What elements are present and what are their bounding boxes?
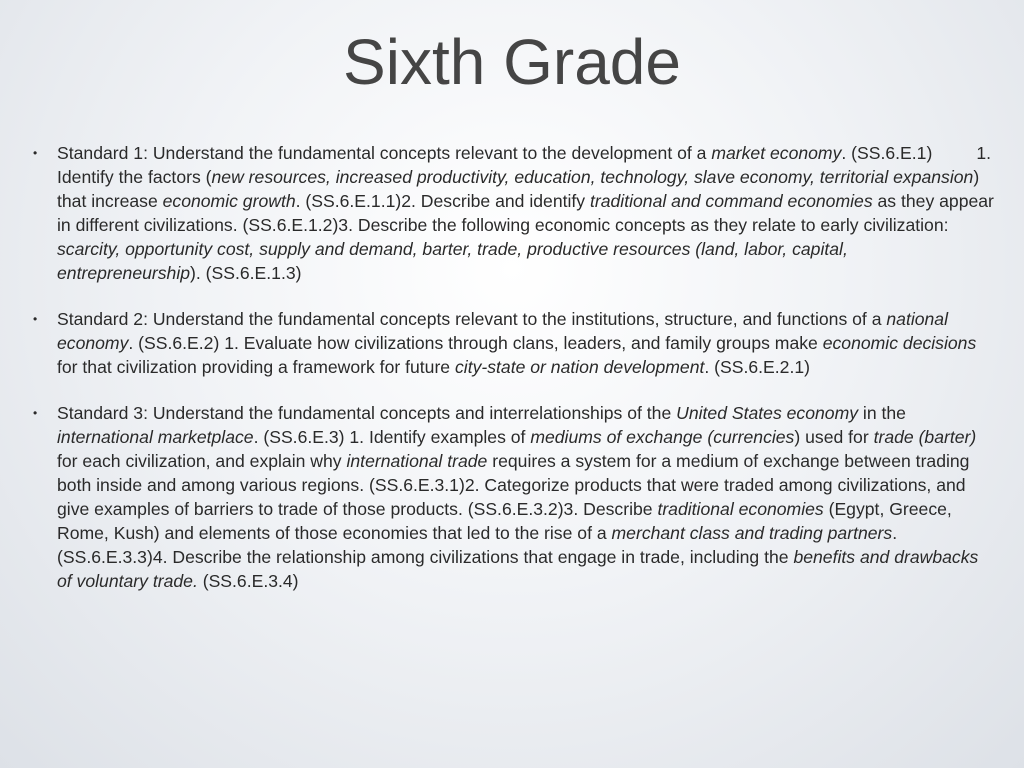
standard-text [57, 309, 976, 377]
italic-term: mediums of exchange (currencies [530, 427, 795, 447]
text-segment: for each civilization, and explain why [57, 451, 347, 471]
standard-2 [33, 307, 995, 379]
italic-term: scarcity, opportunity cost, supply and demand, barter, trade, productive resources (land, labor, capital, entrepreneurship [57, 239, 848, 283]
text-segment: 1. Identify the factors ( [57, 143, 991, 187]
text-segment: as they appear in different civilizations. (SS.6.E.1.2)3. Describe the following economic concepts as they relate to early civilization: [57, 191, 994, 235]
italic-term: national economy [57, 309, 949, 353]
italic-term: traditional economies [657, 499, 824, 519]
italic-term: economic decisions [822, 333, 977, 353]
text-segment: Standard 2: Understand the fundamental concepts relevant to the institutions, structure, and functions of a [57, 309, 887, 329]
text-segment: ). (SS.6.E.1.3) [190, 263, 302, 283]
standard-text [57, 403, 978, 591]
text-segment: requires a system for a medium of exchange between trading both inside and among various regions. (SS.6.E.3.1)2. Categorize products that were traded among civilizations, and give examples of barriers to trade of those products. (SS.6.E.3.2)3. Describe [57, 451, 970, 519]
italic-term: international trade [346, 451, 488, 471]
italic-term: international marketplace [57, 427, 254, 447]
text-segment: (Egypt, Greece, Rome, Kush) and elements of those economies that led to the rise of a [57, 499, 952, 543]
standards-list [33, 141, 995, 615]
text-segment: for that civilization providing a framework for future [57, 357, 455, 377]
slide-title: Sixth Grade [343, 26, 681, 98]
italic-term: United States economy [676, 403, 859, 423]
bullet-icon: • [33, 146, 38, 160]
italic-term: traditional and command economies [589, 191, 873, 211]
text-segment: . (SS.6.E.1) [841, 143, 933, 163]
standard-3 [33, 401, 995, 593]
italic-term: benefits and drawbacks of voluntary trade. [57, 547, 979, 591]
text-segment: . (SS.6.E.2.1) [704, 357, 810, 377]
text-segment: Standard 3: Understand the fundamental concepts and interrelationships of the [57, 403, 677, 423]
standard-text [57, 143, 994, 283]
text-segment: . (SS.6.E.1.1)2. Describe and identify [295, 191, 590, 211]
bullet-icon: • [33, 312, 38, 326]
text-segment: ) used for [794, 427, 874, 447]
italic-term: city-state or nation development [454, 357, 705, 377]
bullet-icon: • [33, 406, 38, 420]
text-segment: . (SS.6.E.3.3)4. Describe the relationship among civilizations that engage in trade, including the [57, 523, 898, 567]
italic-term: market economy [711, 143, 842, 163]
text-segment: Standard 1: Understand the fundamental concepts relevant to the development of a [57, 143, 712, 163]
standard-1 [33, 141, 995, 285]
italic-term: merchant class and trading partners [611, 523, 893, 543]
text-segment: ) that increase [57, 167, 980, 211]
italic-term: new resources, increased productivity, education, technology, slave economy, territorial expansion [211, 167, 974, 187]
italic-term: economic growth [162, 191, 296, 211]
text-segment: . (SS.6.E.3) 1. Identify examples of [253, 427, 531, 447]
italic-term: trade (barter) [873, 427, 977, 447]
text-segment: in the [858, 403, 906, 423]
text-segment: (SS.6.E.3.4) [197, 571, 299, 591]
text-segment: . (SS.6.E.2) 1. Evaluate how civilizations through clans, leaders, and family groups make [128, 333, 823, 353]
